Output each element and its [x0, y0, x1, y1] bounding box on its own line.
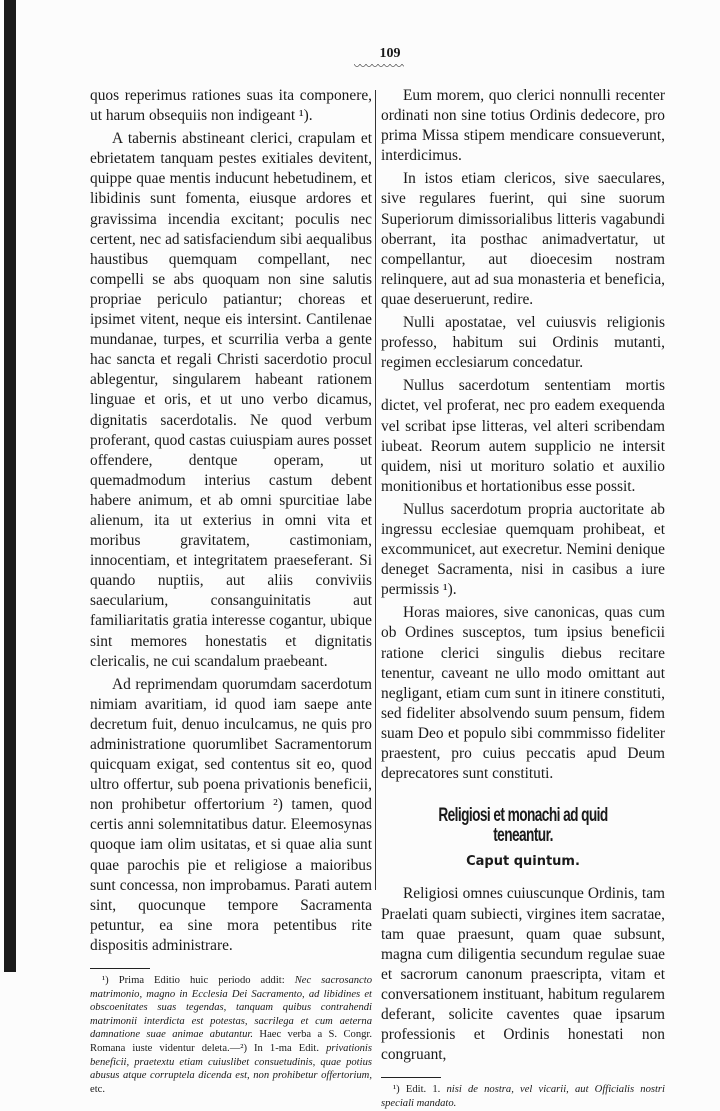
right-column — [381, 86, 665, 1111]
footnote-rule — [90, 968, 150, 969]
footnote-marker: ¹) — [102, 975, 109, 987]
footnote-marker: ¹) — [393, 1084, 400, 1096]
page-number-ornament — [354, 64, 404, 70]
paragraph: Ad reprimendam quorumdam sacerdotum nimiam avaritiam, id quod iam saepe ante decretum fuit, denuo inculcamus, ne quis pro administratione quorumlibet Sacramentorum quicquam exigat, sed contentus sit eo, quod ultro offertur, sub poena privationis beneficii, non prohibetur offertorium ²) tamen, quod certis anni solemnitatibus datur. Eleemosynas quoque iam olim usitatas, et si quae alia sunt quae parochis pie et religiose a maioribus sunt concessa, non improbamus. Parati autem sint, quocunque tempore Sacramenta petuntur, ea sine mora petentibus rite dispositis administrare. — [90, 675, 372, 954]
footnote — [381, 1083, 665, 1110]
paragraph: Nulli apostatae, vel cuiusvis religionis professo, habitum sui Ordinis mutanti, regimen ecclesiarum concedatur. — [381, 314, 665, 372]
paragraph: quos reperimus rationes suas ita componere, ut harum obsequiis non indigeant ¹). — [90, 87, 372, 125]
footnote-text: etc. — [90, 1083, 105, 1095]
paragraph: A tabernis abstineant clerici, crapulam et ebrietatem tanquam pestes exitiales devitent, quippe quae mentis inducunt hebetudinem, et libidinis sunt fomenta, eiusque ardores et gravissima incendia excitant; poculis nec certent, nec ad satisfaciendum sibi aequalibus haustibus quemquam compellant, nec compelli se abs quoquam non sine salutis propriae periculo patiantur; choreas et ipsimet vitent, neque eis intersint. Cantilenae mundanae, turpes, et scurrilia verba a gente hac sancta et regali Christi sacerdotio procul ablegentur, singularem habeant rationem linguae et oris, et ut uno verbo dicamus, dignitatis sacerdotalis. Ne quod verbum proferant, quod castas cuiuspiam aures posset offendere, dentque operam, ut quemadmodum interius castum debent habere animum, et ab omni spurcitiae labe alienum, ita ut exterius in omni vita et moribus gravitatem, castimoniam, innocentiam, et integritatem praeseferant. Si quando nuptiis, aut aliis conviviis saecularium, consanguinitatis aut familiaritatis gratia interesse cogantur, ubique sint memores honestatis et dignitatis clericalis, ne cui scandalum praebeant. — [90, 130, 372, 670]
footnote-text: Edit. 1. — [405, 1084, 441, 1096]
page-number: 109 — [379, 46, 401, 61]
paragraph: Nullus sacerdotum propria auctoritate ab ingressu ecclesiae quemquam prohibeat, et excommunicet, aut execretur. Nemini denique deneget Sacramenta, nisi in casibus a iure permissis ¹). — [381, 500, 665, 599]
section-title: Religiosi et monachi ad quid teneantur. — [438, 805, 608, 847]
footnote-text: Haec verba a S. Congr. Romana iuste videntur deleta.—²) In 1-ma Edit. — [90, 1029, 373, 1054]
paragraph: In istos etiam clericos, sive saeculares, sive regulares fuerint, qui sine suorum Superiorum dimissorialibus litteris vagabundi oberrant, ita posthac animadvertatur, ut compellantur, aut dioecesim nostram relinquere, aut ad sua monasteria et beneficia, quae deseruerunt, redire. — [381, 170, 665, 308]
paragraph: Nullus sacerdotum sententiam mortis dictet, vel proferat, nec pro eadem exequenda vel scribat ipse litteras, vel alteri scribendam iubeat. Reorum autem supplicio ne intersit quidem, nisi ut morituro solatio et auxilio monitionibus et hortationibus esse possit. — [381, 377, 665, 495]
footnote-rule — [381, 1077, 441, 1078]
chapter-title: Caput quintum. — [466, 854, 580, 870]
footnote — [90, 974, 372, 1096]
paragraph: Horas maiores, sive canonicas, quas cum ob Ordines susceptos, tum ipsius beneficii ratione clerici singulis diebus recitare tenentur, caveant ne ullo modo omittant aut negligant, etiam cum sunt in itinere constituti, sed fideliter absolvendo suum pensum, fidem suam Deo et populo sibi commmisso fideliter praestent, pro cuius peccatis apud Deum deprecatores sunt constituti. — [381, 604, 665, 783]
footnote-text: Prima Editio huic periodo addit: — [118, 975, 285, 987]
paragraph: Religiosi omnes cuiuscunque Ordinis, tam Praelati quam subiecti, virgines item sacratae, tam quae praesunt, quam quae subsunt, magna cum diligentia secundum regulae suae et sacrorum canonum praescripta, vitam et conversationem instituant, habitum regularem deferant, solicite caventes quae ipsarum professionis et Ordinis honestati non congruant, — [381, 885, 665, 1064]
footnote-italic: nisi de nostra, vel vicarii, aut Officialis nostri speciali mandato. — [381, 1084, 665, 1109]
paragraph: Eum morem, quo clerici nonnulli recenter ordinati non sine totius Ordinis dedecore, pro prima Missa stipem mendicare consueverunt, interdicimus. — [381, 87, 665, 165]
footnote-italic: privationis beneficii, praetextu etiam cuiuslibet consuetudinis, quae potius abusus atque corruptela dicenda est, non prohibetur offertorium, — [90, 1043, 372, 1082]
scan-edge-shadow — [4, 0, 16, 972]
left-column — [90, 86, 372, 1096]
column-divider — [375, 90, 376, 890]
footnote-italic: Nec sacrosancto matrimonio, magno in Ecclesia Dei Sacramento, ad libidines et obscoenitates suas tegendas, tanquam quibus contrahendi matrimonii interdicta est potestas, sacrilega et cum aeterna damnatione suae animae abutantur. — [90, 975, 372, 1041]
